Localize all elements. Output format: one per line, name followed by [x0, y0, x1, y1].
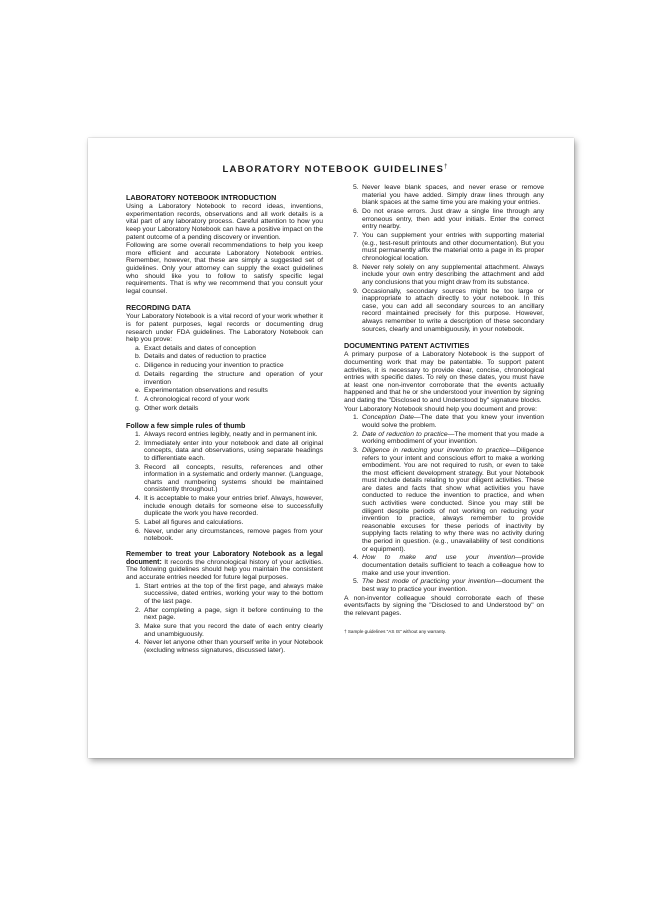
recording-paragraph: Your Laboratory Notebook is a vital record of your work whether it is for patent purposes, legal records or documenting drug research under FDA guidelines. The Laboratory Notebook can help you prove: [126, 313, 323, 344]
list-item: 2. Date of reduction to practice—The moment that you made a working embodiment of your invention. [353, 430, 545, 446]
list-item: 2. Immediately enter into your notebook and date all original concepts, data and observations, using separate headings to differentiate each. [135, 439, 323, 462]
list-item: 7. You can supplement your entries with supporting material (e.g., test-result printouts and other documentation). But you must permanently affix the material onto a page in its proper chronological location. [353, 232, 544, 262]
intro-heading: LABORATORY NOTEBOOK INTRODUCTION [126, 193, 277, 203]
list-item: b. Details and dates of reduction to practice [135, 353, 267, 361]
list-item: 5. Never leave blank spaces, and never erase or remove material you have added. Simply draw lines through any blank spaces at the same time you are making your entries. [353, 184, 544, 207]
list-item: 3. Diligence in reducing your invention to practice—Diligence refers to your intent and conscious effort to make a working embodiment. You are not required to rush, or even to take the most efficient development strategy. But your Notebook must include details relating to your diligent activities. These are dates and facts that show what activities you have conducted to reduce the invention to practice, and when such activities were conducted. Since you may still be diligent despite periods of not working on reducing your invention to practice, always remember to provide reasonable excuses for these periods of inactivity by supplying facts relating to why there was no activity during the period in question. (e.g., unavailability of test conditions or equipment). [353, 446, 544, 553]
patent-paragraph-1: A primary purpose of a Laboratory Notebook is the support of documenting work that may be patentable. To support patent activities, it is necessary to provide clear, concise, chronological entries with specific dates. To rely on these dates, you must have at least one non-inventor corroborate that the events actually happened and that he or she understood your invention by signing and dating the "Disclosed to and Understood by" signature blocks. [344, 351, 544, 404]
list-item: 6. Do not erase errors. Just draw a single line through any erroneous entry, then add your initials. Enter the correct entry nearby. [353, 208, 544, 231]
patent-heading: DOCUMENTING PATENT ACTIVITIES [344, 341, 470, 351]
patent-list [344, 414, 544, 593]
legal-list-continued [344, 184, 544, 333]
list-item: 5. The best mode of practicing your invention—document the best way to practice your invention. [353, 578, 545, 593]
list-item: 8. Never rely solely on any supplemental attachment. Always include your own entry describing the attachment and add any conclusions that you might draw from its substance. [353, 263, 544, 286]
list-item: 1. Conception Date—The date that you knew your invention would solve the problem. [353, 414, 544, 429]
list-item: 4. How to make and use your invention—provide documentation details sufficient to teach a colleague how to make and use your invention. [353, 554, 544, 577]
legal-list [126, 583, 323, 655]
list-item: c. Diligence in reducing your invention to practice [135, 362, 284, 370]
list-item: 4. It is acceptable to make your entries brief. Always, however, include enough details for someone else to successfully duplicate the work you have recorded. [135, 495, 323, 518]
patent-paragraph-3: A non-inventor colleague should corroborate each of these events/facts by signing the "Disclosed to and Understood by" on the relevant pages. [344, 594, 544, 617]
page-title: LABORATORY NOTEBOOK GUIDELINES† [222, 164, 448, 176]
list-item: 5. Label all figures and calculations. [135, 519, 244, 527]
list-item: 3. Record all concepts, results, references and other information in a systematic and orderly manner. (Language, charts and numbering systems should be maintained consistently throughout.) [135, 463, 323, 494]
list-item: 2. After completing a page, sign it before continuing to the next page. [135, 606, 323, 622]
intro-paragraph-2: Following are some overall recommendations to help you keep more efficient and accurate Laboratory Notebook entries. Remember, however, that these are simply a suggested set of guidelines. Only your attorney can supply the exact guidelines who should like you to follow to satisfy specific legal requirements. That is why we recommend that you consult your legal counsel. [126, 242, 323, 295]
list-item: f. A chronological record of your work [135, 396, 250, 404]
list-item: 1. Start entries at the top of the first page, and always make successive, dated entries, working your way to the bottom of the last page. [135, 582, 323, 605]
list-item: a. Exact details and dates of conception [135, 344, 256, 352]
intro-paragraph-1: Using a Laboratory Notebook to record ideas, inventions, experimentation records, observations and all work details is a vital part of any laboratory process. Careful attention to how you keep your Laboratory Notebook can have a positive impact on the patent outcome of a pending discovery or invention. [126, 203, 323, 241]
left-column [126, 193, 323, 655]
recording-heading: RECORDING DATA [126, 303, 191, 313]
list-item: g. Other work details [135, 404, 199, 412]
rules-list [126, 431, 323, 543]
footnote: † Sample guidelines "AS IS" without any warranty. [344, 628, 446, 634]
list-item: e. Experimentation observations and results [135, 387, 268, 395]
list-item: d. Details regarding the structure and operation of your invention [135, 371, 323, 386]
prove-list [126, 345, 323, 413]
list-item: 6. Never, under any circumstances, remove pages from your notebook. [135, 527, 323, 543]
patent-paragraph-2: Your Laboratory Notebook should help you document and prove: [344, 405, 538, 413]
right-column [344, 184, 544, 655]
rules-heading: Follow a few simple rules of thumb [126, 420, 246, 430]
list-item: 3. Make sure that you record the date of each entry clearly and unambiguously. [135, 622, 323, 638]
document-page [88, 138, 574, 758]
list-item: 1. Always record entries legibly, neatly and in permanent ink. [135, 430, 318, 438]
title-dagger: † [444, 164, 448, 170]
list-item: 4. Never let anyone other than yourself write in your Notebook (excluding witness signatures, discussed later). [135, 639, 323, 654]
list-item: 9. Occasionally, secondary sources might be too large or inappropriate to attach directly to your notebook. In this case, you can add all secondary sources to an ancillary record maintained precisely for this purpose. However, always remember to write a description of these secondary sources, clearly and unambiguously, in your notebook. [353, 287, 544, 333]
legal-document-paragraph: Remember to treat your Laboratory Notebook as a legal document: It records the chronological history of your activities. The following guidelines should help you maintain the consistent and accurate entries needed for future legal purposes. [126, 551, 323, 581]
